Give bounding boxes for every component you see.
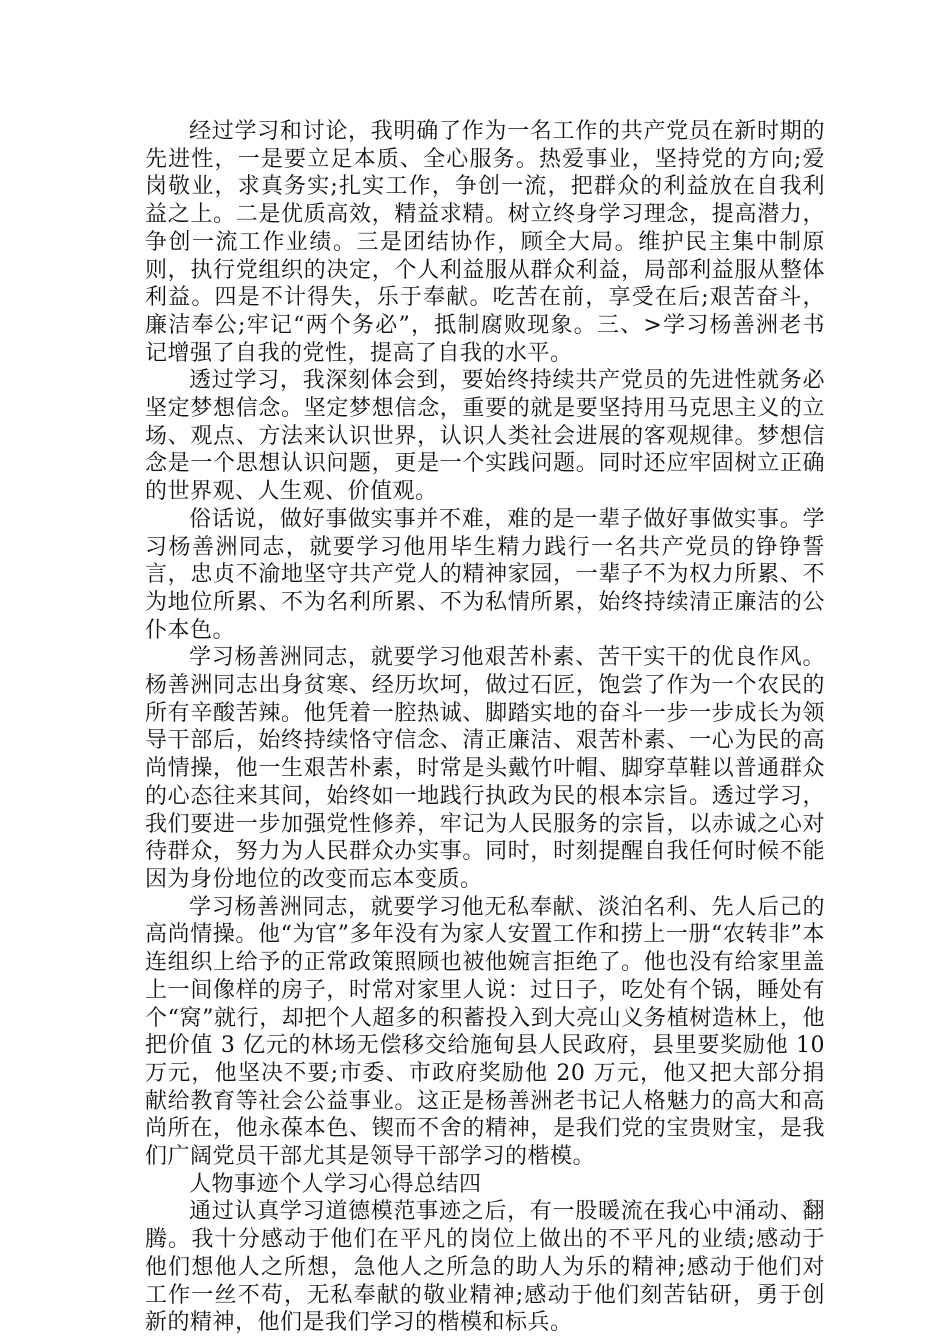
section-heading: 人物事迹个人学习心得总结四: [189, 1171, 482, 1197]
paragraph-2: 透过学习，我深刻体会到，要始终持续共产党员的先进性就务必坚定梦想信念。坚定梦想信念，重要的就是要坚持用马克思主义的立场、观点、方法来认识世界，认识人类社会进展的客观规律。梦想信念是一个思想认识问题，更是一个实践问题。同时还应牢固树立正确的世界观、人生观、价值观。: [145, 368, 825, 505]
paragraph-3: 俗话说，做好事做实事并不难，难的是一辈子做好事做实事。学习杨善洲同志，就要学习他用毕生精力践行一名共产党员的铮铮誓言，忠贞不渝地坚守共产党人的精神家园，一辈子不为权力所累、不为地位所累、不为名利所累、不为私情所累，始终持续清正廉洁的公仆本色。: [145, 506, 825, 643]
paragraph-6: 通过认真学习道德模范事迹之后，有一股暖流在我心中涌动、翻腾。我十分感动于他们在平凡的岗位上做出的不平凡的业绩;感动于他们想他人之所想，急他人之所急的助人为乐的精神;感动于他们对工作一丝不苟，无私奉献的敬业精神;感动于他们刻苦钻研，勇于创新的精神，他们是我们学习的楷模和标兵。: [145, 1199, 825, 1336]
document-body: [145, 118, 825, 1337]
paragraph-5: 学习杨善洲同志，就要学习他无私奉献、淡泊名利、先人后己的高尚情操。他“为官”多年没有为家人安置工作和捞上一册“农转非”本连组织上给予的正常政策照顾也被他婉言拒绝了。他也没有给家里盖上一间像样的房子，时常对家里人说：过日子，吃处有个锅，睡处有个“窝”就行，却把个人超多的积蓄投入到大亮山义务植树造林上，他把价值 3 亿元的林场无偿移交给施甸县人民政府，县里要奖励他 10 万元，他坚决不要;市委、市政府奖励他 20 万元，他又把大部分捐献给教育等社会公益事业。这正是杨善洲老书记人格魅力的高大和高尚所在，他永葆本色、锲而不舍的精神，是我们党的宝贵财宝，是我们广阔党员干部尤其是领导干部学习的楷模。: [145, 894, 825, 1170]
paragraph-1: 经过学习和讨论，我明确了作为一名工作的共产党员在新时期的先进性，一是要立足本质、全心服务。热爱事业，坚持党的方向;爱岗敬业，求真务实;扎实工作，争创一流，把群众的利益放在自我利益之上。二是优质高效，精益求精。树立终身学习理念，提高潜力，争创一流工作业绩。三是团结协作，顾全大局。维护民主集中制原则，执行党组织的决定，个人利益服从群众利益，局部利益服从整体利益。四是不计得失，乐于奉献。吃苦在前，享受在后;艰苦奋斗，廉洁奉公;牢记“两个务必”，抵制腐败现象。三、>学习杨善洲老书记增强了自我的党性，提高了自我的水平。: [145, 119, 825, 366]
paragraph-4: 学习杨善洲同志，就要学习他艰苦朴素、苦干实干的优良作风。杨善洲同志出身贫寒、经历坎坷，做过石匠，饱尝了作为一个农民的所有辛酸苦辣。他凭着一腔热诚、脚踏实地的奋斗一步一步成长为领导干部后，始终持续恪守信念、清正廉洁、艰苦朴素、一心为民的高尚情操，他一生艰苦朴素，时常是头戴竹叶帽、脚穿草鞋以普通群众的心态往来其间，始终如一地践行执政为民的根本宗旨。透过学习，我们要进一步加强党性修养，牢记为人民服务的宗旨，以赤诚之心对待群众，努力为人民群众办实事。同时，时刻提醒自我任何时候不能因为身份地位的改变而忘本变质。: [145, 645, 825, 892]
